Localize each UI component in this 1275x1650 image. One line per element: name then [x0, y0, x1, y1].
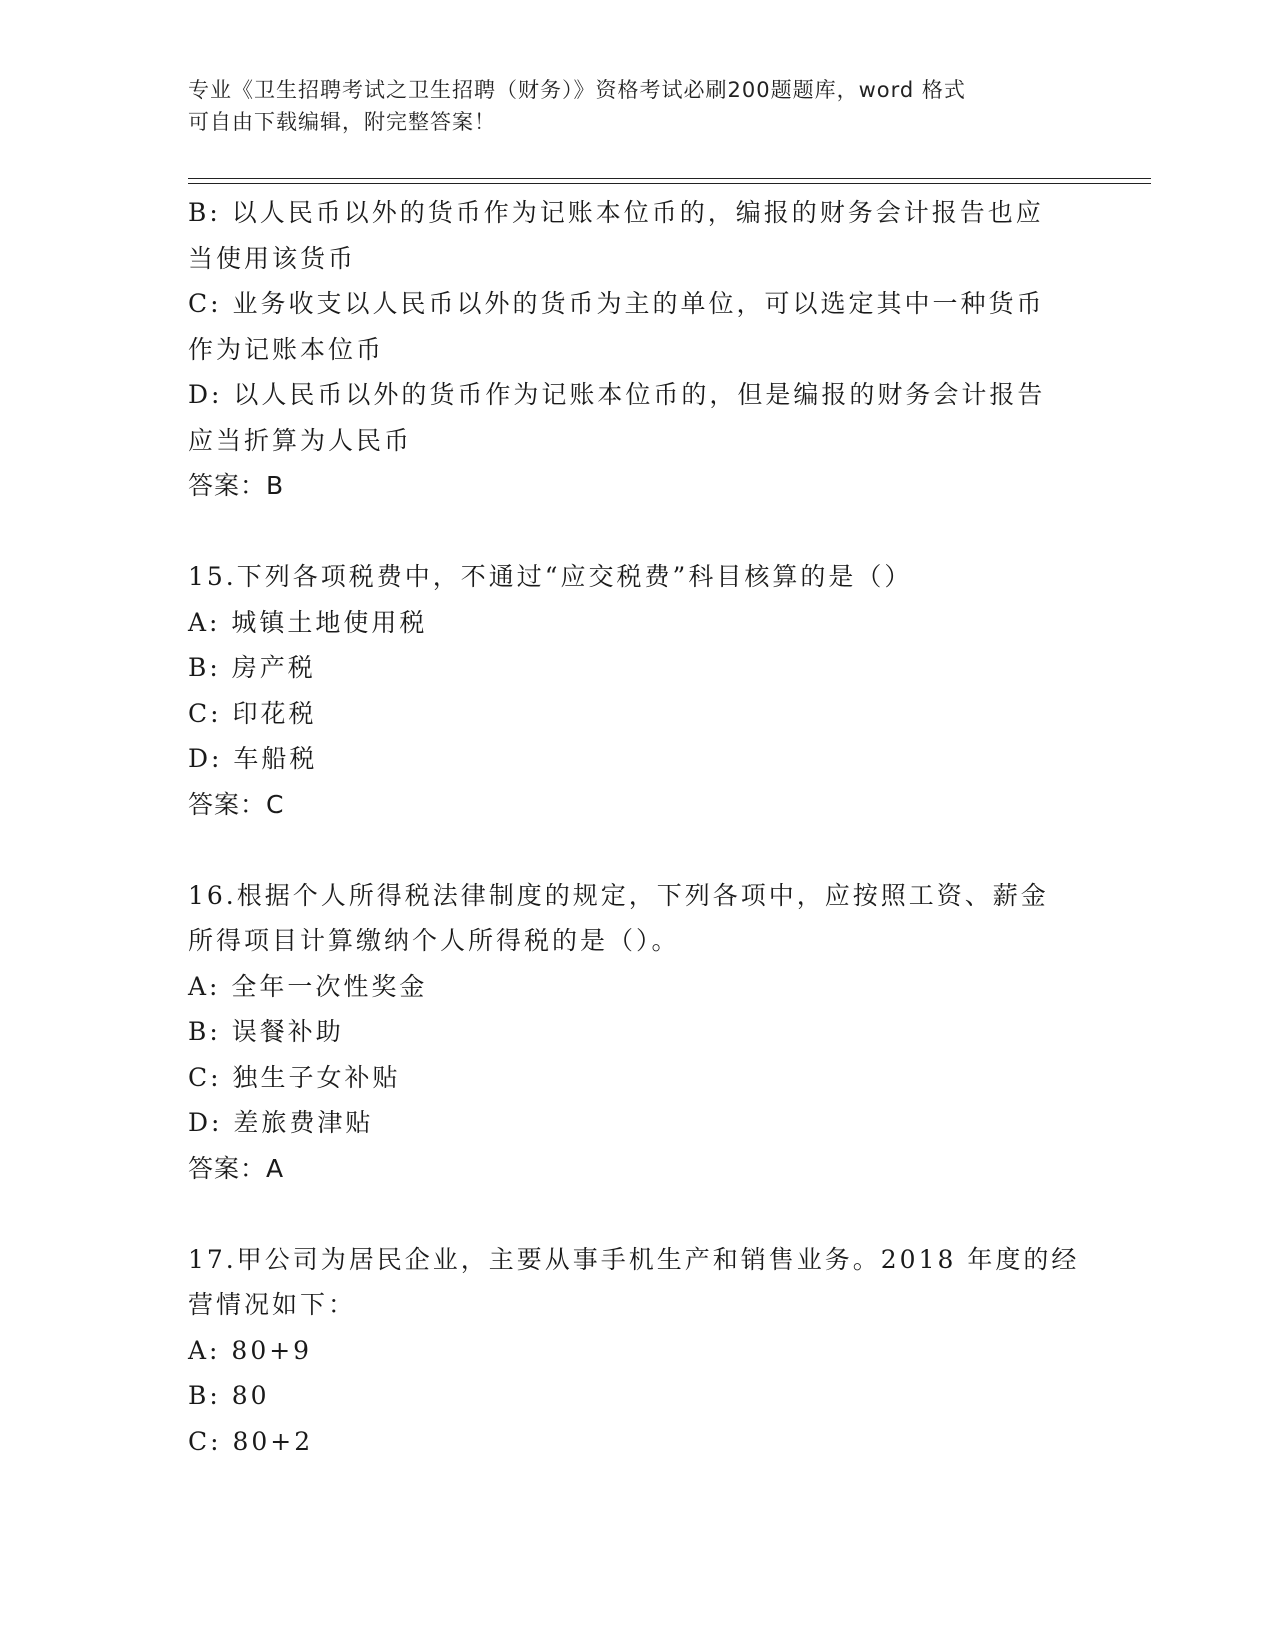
header-double-rule — [188, 178, 1151, 184]
spacer — [188, 827, 1088, 873]
answer-14: 答案：B — [188, 471, 285, 500]
header-line-1: 专业《卫生招聘考试之卫生招聘（财务）》资格考试必刷200题题库，word 格式 — [188, 78, 966, 102]
spacer — [188, 1191, 1088, 1237]
spacer — [188, 509, 1088, 555]
question-17-text-line-2: 营情况如下： — [188, 1290, 357, 1319]
option-b-line-2: 当使用该货币 — [188, 243, 357, 273]
option-b-line-1: B: 以人民币以外的货币作为记账本位币的，编报的财务会计报告也应 — [188, 198, 1044, 227]
question-17-option-a: A: 80+9 — [188, 1335, 313, 1365]
question-17 — [188, 1237, 1088, 1465]
question-16 — [188, 873, 1088, 1192]
answer-15: 答案：C — [188, 789, 285, 819]
question-16-option-d: D: 差旅费津贴 — [188, 1108, 374, 1137]
question-15 — [188, 554, 1088, 827]
question-15-option-b: B: 房产税 — [188, 653, 316, 682]
question-17-text-line-1: 17.甲公司为居民企业，主要从事手机生产和销售业务。2018 年度的经 — [188, 1244, 1080, 1274]
question-17-option-b: B: 80 — [188, 1381, 270, 1410]
question-17-option-c: C: 80+2 — [188, 1426, 314, 1456]
header-line-2: 可自由下载编辑，附完整答案！ — [188, 110, 496, 134]
question-15-option-a: A: 城镇土地使用税 — [188, 607, 428, 637]
question-14-continued — [188, 190, 1088, 509]
question-16-text-line-2: 所得项目计算缴纳个人所得税的是（）。 — [188, 926, 680, 955]
document-header — [188, 74, 1088, 138]
question-15-text: 15.下列各项税费中，不通过“应交税费”科目核算的是（） — [188, 562, 913, 591]
answer-16: 答案：A — [188, 1153, 285, 1183]
option-c-line-2: 作为记账本位币 — [188, 334, 385, 364]
question-15-option-d: D: 车船税 — [188, 744, 318, 773]
question-15-option-c: C: 印花税 — [188, 698, 317, 728]
option-c-line-1: C: 业务收支以人民币以外的货币为主的单位，可以选定其中一种货币 — [188, 289, 1045, 318]
question-16-option-b: B: 误餐补助 — [188, 1017, 344, 1046]
question-content — [188, 190, 1088, 1464]
option-d-line-2: 应当折算为人民币 — [188, 425, 413, 455]
question-16-option-c: C: 独生子女补贴 — [188, 1062, 401, 1092]
question-16-text-line-1: 16.根据个人所得税法律制度的规定，下列各项中，应按照工资、薪金 — [188, 880, 1049, 910]
option-d-line-1: D: 以人民币以外的货币作为记账本位币的，但是编报的财务会计报告 — [188, 380, 1046, 409]
question-16-option-a: A: 全年一次性奖金 — [188, 971, 428, 1001]
